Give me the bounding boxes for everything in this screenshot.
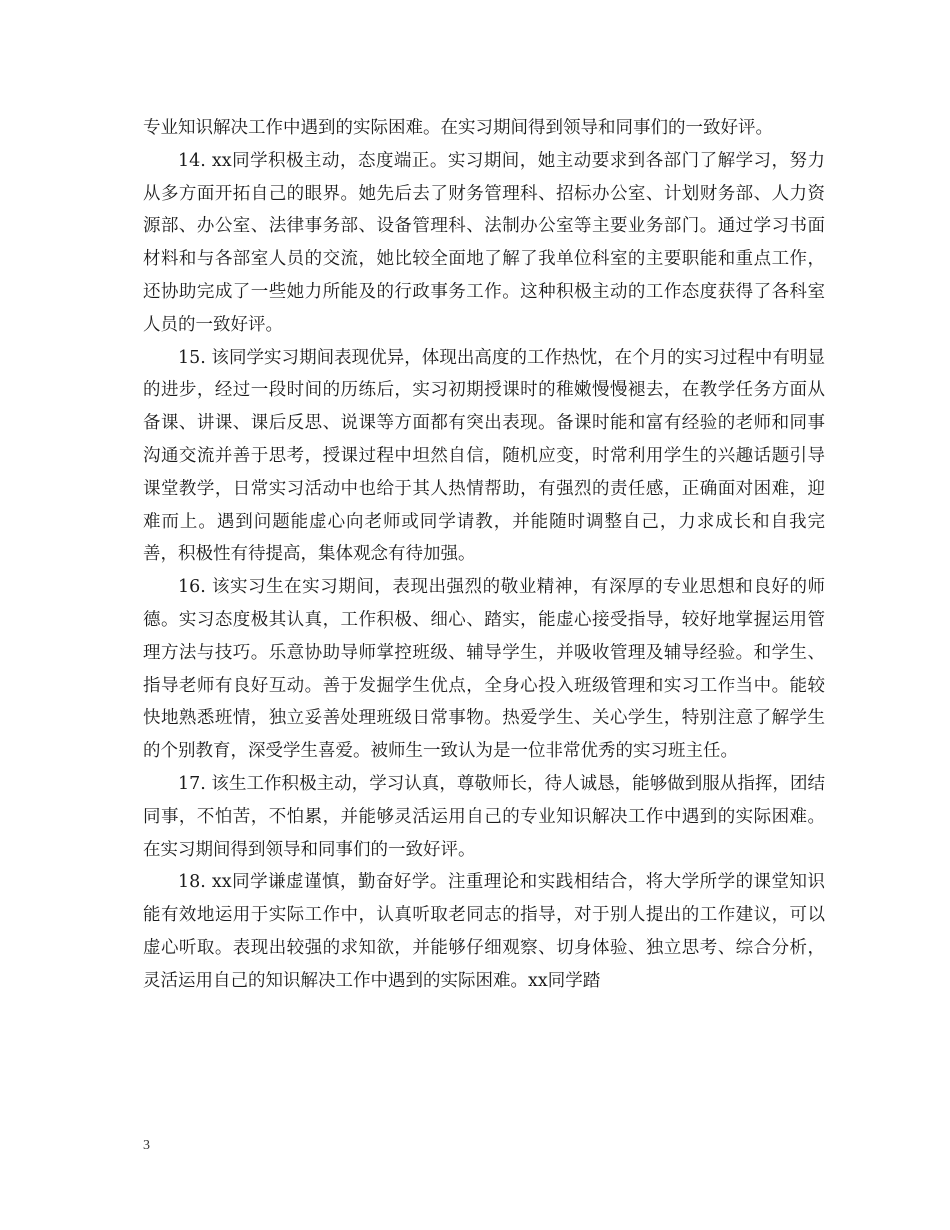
page-number: 3: [143, 1138, 150, 1153]
paragraph-item-16: 16. 该实习生在实习期间，表现出强烈的敬业精神，有深厚的专业思想和良好的师德。实习态度极其认真，工作积极、细心、踏实，能虚心接受指导，较好地掌握运用管理方法与技巧。乐意协助导师掌控班级、辅导学生，并吸收管理及辅导经验。和学生、指导老师有良好互动。善于发掘学生优点，全身心投入班级管理和实习工作当中。能较快地熟悉班情，独立妥善处理班级日常事物。热爱学生、关心学生，特别注意了解学生的个别教育，深受学生喜爱。被师生一致认为是一位非常优秀的实习班主任。: [143, 577, 825, 762]
paragraph-item-15: 15. 该同学实习期间表现优异，体现出高度的工作热忱，在个月的实习过程中有明显的进步，经过一段时间的历练后，实习初期授课时的稚嫩慢慢褪去，在教学任务方面从备课、讲课、课后反思、说课等方面都有突出表现。备课时能和富有经验的老师和同事沟通交流并善于思考，授课过程中坦然自信，随机应变，时常利用学生的兴趣话题引导课堂教学，日常实习活动中也给于其人热情帮助，有强烈的责任感，正确面对困难，迎难而上。遇到问题能虚心向老师或同学请教，并能随时调整自己，力求成长和自我完善，积极性有待提高，集体观念有待加强。: [143, 347, 825, 565]
paragraph-item-17: 17. 该生工作积极主动，学习认真，尊敬师长，待人诚恳，能够做到服从指挥，团结同事，不怕苦，不怕累，并能够灵活运用自己的专业知识解决工作中遇到的实际困难。在实习期间得到领导和同事们的一致好评。: [143, 773, 825, 860]
paragraph-item-14: 14. xx同学积极主动，态度端正。实习期间，她主动要求到各部门了解学习，努力从多方面开拓自己的眼界。她先后去了财务管理科、招标办公室、计划财务部、人力资源部、办公室、法律事务部、设备管理科、法制办公室等主要业务部门。通过学习书面材料和与各部室人员的交流，她比较全面地了解了我单位科室的主要职能和重点工作，还协助完成了一些她力所能及的行政事务工作。这种积极主动的工作态度获得了各科室人员的一致好评。: [143, 150, 825, 335]
paragraph-item-18: 18. xx同学谦虚谨慎，勤奋好学。注重理论和实践相结合，将大学所学的课堂知识能有效地运用于实际工作中，认真听取老同志的指导，对于别人提出的工作建议，可以虚心听取。表现出较强的求知欲，并能够仔细观察、切身体验、独立思考、综合分析，灵活运用自己的知识解决工作中遇到的实际困难。xx同学踏: [143, 872, 825, 991]
body-text: [143, 112, 825, 998]
paragraph-continuation: 专业知识解决工作中遇到的实际困难。在实习期间得到领导和同事们的一致好评。: [143, 118, 773, 138]
